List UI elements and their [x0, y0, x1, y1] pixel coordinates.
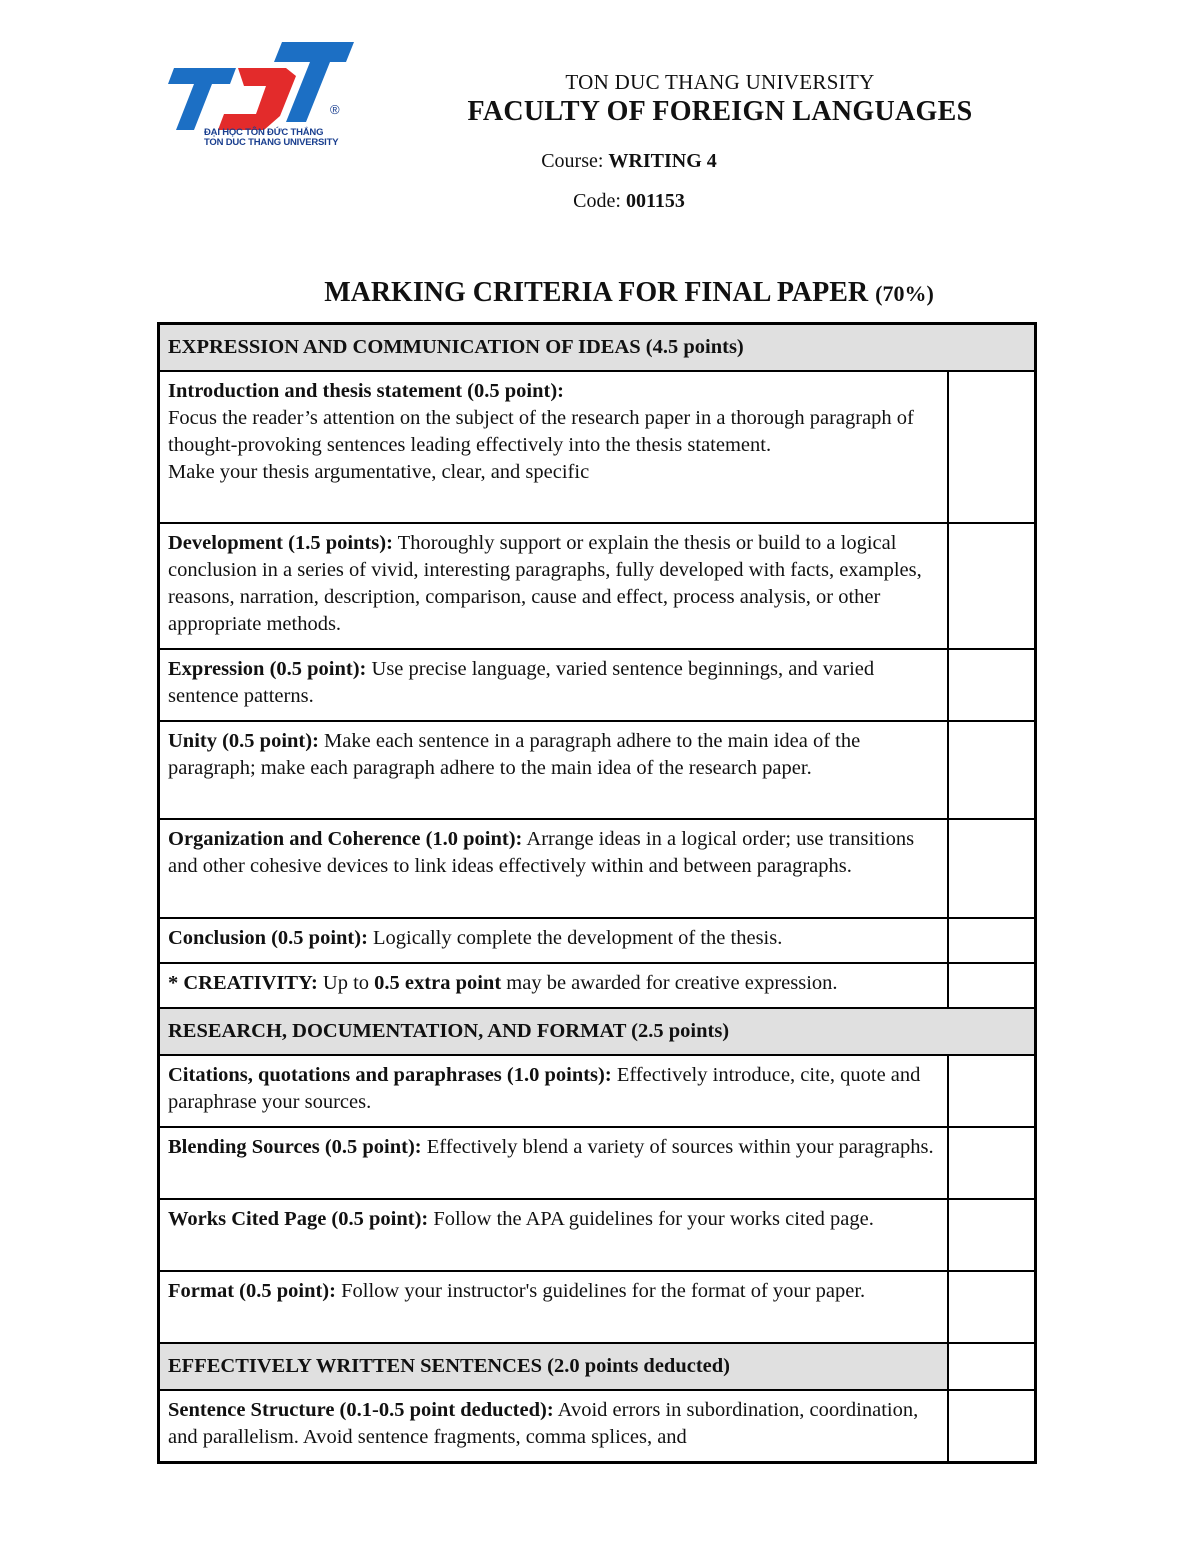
- criterion-row: [159, 371, 1036, 523]
- criterion-title: Works Cited Page (0.5 point):: [168, 1208, 429, 1230]
- criterion-title: Introduction and thesis statement (0.5 point):: [168, 380, 564, 402]
- criterion-description: Avoid errors in subordination, coordination, and parallelism. Avoid sentence fragments, comma splices, and: [168, 1399, 919, 1448]
- score-cell[interactable]: [948, 649, 1036, 721]
- criterion-cell: [159, 963, 948, 1008]
- criterion-description: Logically complete the development of the thesis.: [367, 927, 783, 949]
- criterion-cell: [159, 721, 948, 819]
- course-label: Course:: [541, 150, 609, 172]
- criterion-row: [159, 1199, 1036, 1271]
- score-cell[interactable]: [948, 819, 1036, 918]
- score-cell[interactable]: [948, 963, 1036, 1008]
- score-cell[interactable]: [948, 1271, 1036, 1343]
- criterion-description: Effectively introduce, cite, quote and paraphrase your sources.: [168, 1064, 921, 1113]
- criterion-title: Expression (0.5 point):: [168, 658, 367, 680]
- score-cell[interactable]: [948, 1343, 1036, 1390]
- criterion-cell: [159, 523, 948, 649]
- code-label: Code:: [573, 190, 626, 212]
- criterion-row: [159, 1127, 1036, 1199]
- criterion-description: Follow the APA guidelines for your works cited page.: [428, 1208, 874, 1230]
- criterion-title: Development (1.5 points):: [168, 532, 393, 554]
- criterion-title: Organization and Coherence (1.0 point):: [168, 828, 523, 850]
- logo-tagline-vi: ĐẠI HỌC TÔN ĐỨC THẮNG: [204, 127, 324, 138]
- criterion-row: [159, 721, 1036, 819]
- criterion-title: Sentence Structure (0.1-0.5 point deducted):: [168, 1399, 554, 1421]
- score-cell[interactable]: [948, 1127, 1036, 1199]
- course-value: WRITING 4: [608, 150, 717, 172]
- criterion-description: Make each sentence in a paragraph adhere to the main idea of the paragraph; make each paragraph adhere to the main idea of the research paper.: [168, 730, 861, 779]
- criterion-title: Conclusion (0.5 point):: [168, 927, 368, 949]
- score-cell[interactable]: [948, 523, 1036, 649]
- marking-criteria-table: [157, 322, 1037, 1464]
- criterion-cell: [159, 649, 948, 721]
- section-heading: RESEARCH, DOCUMENTATION, AND FORMAT (2.5 points): [159, 1008, 1036, 1055]
- course-line: [0, 150, 1200, 173]
- title-main: MARKING CRITERIA FOR FINAL PAPER: [324, 277, 876, 308]
- criterion-title: Format (0.5 point):: [168, 1280, 336, 1302]
- criterion-cell: [159, 819, 948, 918]
- score-cell[interactable]: [948, 371, 1036, 523]
- criterion-row: [159, 963, 1036, 1008]
- score-cell[interactable]: [948, 721, 1036, 819]
- criterion-cell: [159, 371, 948, 523]
- section-heading-row: [159, 324, 1036, 372]
- criterion-description: Follow your instructor's guidelines for the format of your paper.: [335, 1280, 866, 1302]
- faculty-name: FACULTY OF FOREIGN LANGUAGES: [467, 96, 973, 127]
- score-cell[interactable]: [948, 1055, 1036, 1127]
- criterion-description: Make your thesis argumentative, clear, and specific: [168, 461, 590, 483]
- title-percent: (70%): [875, 281, 934, 306]
- section-heading-row: [159, 1008, 1036, 1055]
- criterion-title: Blending Sources (0.5 point):: [168, 1136, 422, 1158]
- criterion-title: Unity (0.5 point):: [168, 730, 319, 752]
- code-line: [0, 190, 1200, 213]
- page-title: [0, 277, 1200, 309]
- logo-tagline-en: TON DUC THANG UNIVERSITY: [204, 137, 339, 148]
- criterion-cell: [159, 1127, 948, 1199]
- criterion-description: Up to: [317, 972, 375, 994]
- university-name: TON DUC THANG UNIVERSITY: [565, 70, 875, 94]
- criterion-row: [159, 649, 1036, 721]
- criterion-row: [159, 1390, 1036, 1462]
- section-heading: EXPRESSION AND COMMUNICATION OF IDEAS (4.5 points): [159, 324, 1036, 372]
- criterion-cell: [159, 1055, 948, 1127]
- criterion-cell: [159, 918, 948, 963]
- score-cell[interactable]: [948, 1199, 1036, 1271]
- criterion-emphasis: 0.5 extra point: [374, 972, 502, 994]
- criterion-description: Focus the reader’s attention on the subject of the research paper in a thorough paragraph of thought-provoking sentences leading effectively into the thesis statement.: [168, 407, 914, 456]
- criterion-cell: [159, 1199, 948, 1271]
- criterion-title: * CREATIVITY:: [168, 972, 318, 994]
- criterion-description: Thoroughly support or explain the thesis or build to a logical conclusion in a series of vivid, interesting paragraphs, fully developed with facts, examples, reasons, narration, description, comparison, cause and effect, process analysis, or other appropriate methods.: [168, 532, 922, 635]
- criterion-row: [159, 819, 1036, 918]
- section-heading: EFFECTIVELY WRITTEN SENTENCES (2.0 points deducted): [159, 1343, 948, 1390]
- criterion-cell: [159, 1390, 948, 1462]
- registered-mark: ®: [330, 102, 340, 117]
- score-cell[interactable]: [948, 1390, 1036, 1462]
- criterion-row: [159, 1055, 1036, 1127]
- section-heading-row: [159, 1343, 1036, 1390]
- criterion-row: [159, 523, 1036, 649]
- criterion-description: Arrange ideas in a logical order; use transitions and other cohesive devices to link ideas effectively within and between paragraphs.: [168, 828, 915, 877]
- criterion-description: Effectively blend a variety of sources within your paragraphs.: [421, 1136, 934, 1158]
- code-value: 001153: [625, 190, 685, 212]
- criterion-description: Use precise language, varied sentence beginnings, and varied sentence patterns.: [168, 658, 875, 707]
- logo-tagline: [204, 128, 364, 148]
- criterion-row: [159, 918, 1036, 963]
- criterion-title: Citations, quotations and paraphrases (1.0 points):: [168, 1064, 612, 1086]
- score-cell[interactable]: [948, 918, 1036, 963]
- criterion-cell: [159, 1271, 948, 1343]
- criterion-description: may be awarded for creative expression.: [501, 972, 838, 994]
- criterion-row: [159, 1271, 1036, 1343]
